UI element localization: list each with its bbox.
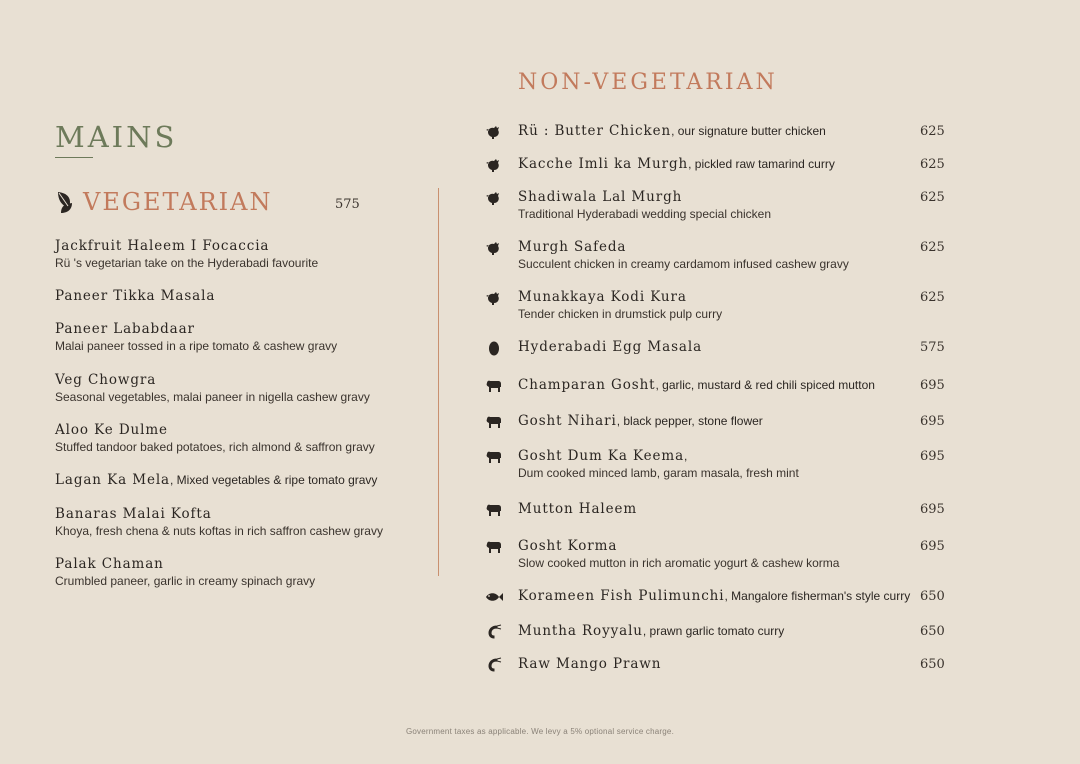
prawn-icon (485, 657, 503, 673)
menu-item (518, 339, 702, 355)
vegetarian-price: 575 (335, 197, 360, 212)
goat-icon (485, 378, 503, 394)
item-price: 625 (920, 240, 945, 255)
menu-item (55, 372, 370, 404)
item-price: 625 (920, 124, 945, 139)
item-price: 625 (920, 157, 945, 172)
item-description: Dum cooked minced lamb, garam masala, fresh mint (518, 466, 799, 480)
item-inline-description: , our signature butter chicken (671, 124, 826, 138)
goat-icon (485, 502, 503, 518)
item-inline-description: , garlic, mustard & red chili spiced mutton (655, 378, 875, 392)
item-description: Malai paneer tossed in a ripe tomato & cashew gravy (55, 339, 338, 353)
chicken-icon (485, 240, 503, 256)
menu-item (518, 623, 784, 639)
item-price: 695 (920, 502, 945, 517)
item-name: Gosht Dum Ka Keema (518, 448, 685, 464)
item-name: Aloo Ke Dulme (55, 422, 168, 438)
goat-icon (485, 449, 503, 465)
non-vegetarian-title: NON-VEGETARIAN (518, 70, 778, 95)
fish-icon (485, 589, 503, 605)
title-underline (55, 157, 93, 158)
menu-item (518, 289, 722, 321)
item-name: Champaran Gosht (518, 377, 656, 393)
leaf-icon (55, 189, 75, 215)
item-name: Jackfruit Haleem I Focaccia (55, 238, 270, 254)
item-description: Seasonal vegetables, malai paneer in nigella cashew gravy (55, 390, 370, 404)
menu-item (518, 448, 799, 480)
goat-icon (485, 414, 503, 430)
item-name: Raw Mango Prawn (518, 656, 662, 672)
item-price: 695 (920, 449, 945, 464)
item-name: Mutton Haleem (518, 501, 638, 517)
item-description: Crumbled paneer, garlic in creamy spinach gravy (55, 574, 316, 588)
item-name: Murgh Safeda (518, 239, 627, 255)
item-description: Khoya, fresh chena & nuts koftas in rich saffron cashew gravy (55, 524, 383, 538)
item-inline-description: , pickled raw tamarind curry (688, 157, 835, 171)
item-price: 625 (920, 190, 945, 205)
menu-item (518, 239, 849, 271)
menu-item (518, 588, 910, 604)
menu-item (518, 501, 637, 517)
menu-item (518, 377, 875, 393)
item-inline-description: , (684, 449, 688, 463)
menu-item (518, 413, 763, 429)
menu-item (55, 472, 377, 488)
menu-item (518, 189, 771, 221)
item-name: Paneer Tikka Masala (55, 288, 216, 304)
vegetarian-title: VEGETARIAN (83, 188, 273, 216)
item-name: Kacche Imli ka Murgh (518, 156, 689, 172)
item-price: 650 (920, 657, 945, 672)
item-price: 575 (920, 340, 945, 355)
goat-icon (485, 539, 503, 555)
menu-item (55, 422, 375, 454)
item-name: Korameen Fish Pulimunchi (518, 588, 725, 604)
item-price: 650 (920, 624, 945, 639)
menu-item (518, 123, 826, 139)
item-description: Stuffed tandoor baked potatoes, rich almond & saffron gravy (55, 440, 375, 454)
chicken-icon (485, 124, 503, 140)
item-description: Tender chicken in drumstick pulp curry (518, 307, 723, 321)
item-price: 695 (920, 378, 945, 393)
menu-item (55, 321, 337, 353)
item-inline-description: , Mixed vegetables & ripe tomato gravy (170, 473, 378, 487)
item-price: 625 (920, 290, 945, 305)
item-price: 695 (920, 539, 945, 554)
item-description: Rü 's vegetarian take on the Hyderabadi favourite (55, 256, 319, 270)
item-name: Banaras Malai Kofta (55, 506, 212, 522)
vegetarian-heading (55, 188, 272, 216)
menu-item (55, 556, 315, 588)
item-price: 695 (920, 414, 945, 429)
menu-item (55, 506, 383, 538)
egg-icon (485, 340, 503, 356)
item-name: Veg Chowgra (55, 372, 157, 388)
item-name: Rü : Butter Chicken (518, 123, 672, 139)
item-name: Gosht Nihari (518, 413, 617, 429)
item-name: Paneer Lababdaar (55, 321, 195, 337)
footer-note: Government taxes as applicable. We levy a 5% optional service charge. (405, 727, 674, 736)
item-inline-description: , prawn garlic tomato curry (642, 624, 785, 638)
item-name: Hyderabadi Egg Masala (518, 339, 703, 355)
chicken-icon (485, 290, 503, 306)
item-description: Slow cooked mutton in rich aromatic yogurt & cashew korma (518, 556, 840, 570)
item-price: 650 (920, 589, 945, 604)
item-inline-description: , black pepper, stone flower (616, 414, 763, 428)
item-name: Muntha Royyalu (518, 623, 643, 639)
mains-title: MAINS (55, 120, 178, 154)
item-name: Munakkaya Kodi Kura (518, 289, 687, 305)
menu-item (518, 156, 835, 172)
column-divider (438, 188, 439, 576)
menu-item (518, 538, 839, 570)
item-name: Gosht Korma (518, 538, 618, 554)
chicken-icon (485, 190, 503, 206)
item-name: Palak Chaman (55, 556, 164, 572)
menu-item (55, 238, 318, 270)
chicken-icon (485, 157, 503, 173)
prawn-icon (485, 624, 503, 640)
item-inline-description: , Mangalore fisherman's style curry (724, 589, 911, 603)
item-name: Lagan Ka Mela (55, 472, 170, 488)
item-description: Succulent chicken in creamy cardamom infused cashew gravy (518, 257, 849, 271)
item-name: Shadiwala Lal Murgh (518, 189, 683, 205)
item-description: Traditional Hyderabadi wedding special chicken (518, 207, 772, 221)
menu-item (518, 656, 661, 672)
menu-item (55, 288, 215, 304)
